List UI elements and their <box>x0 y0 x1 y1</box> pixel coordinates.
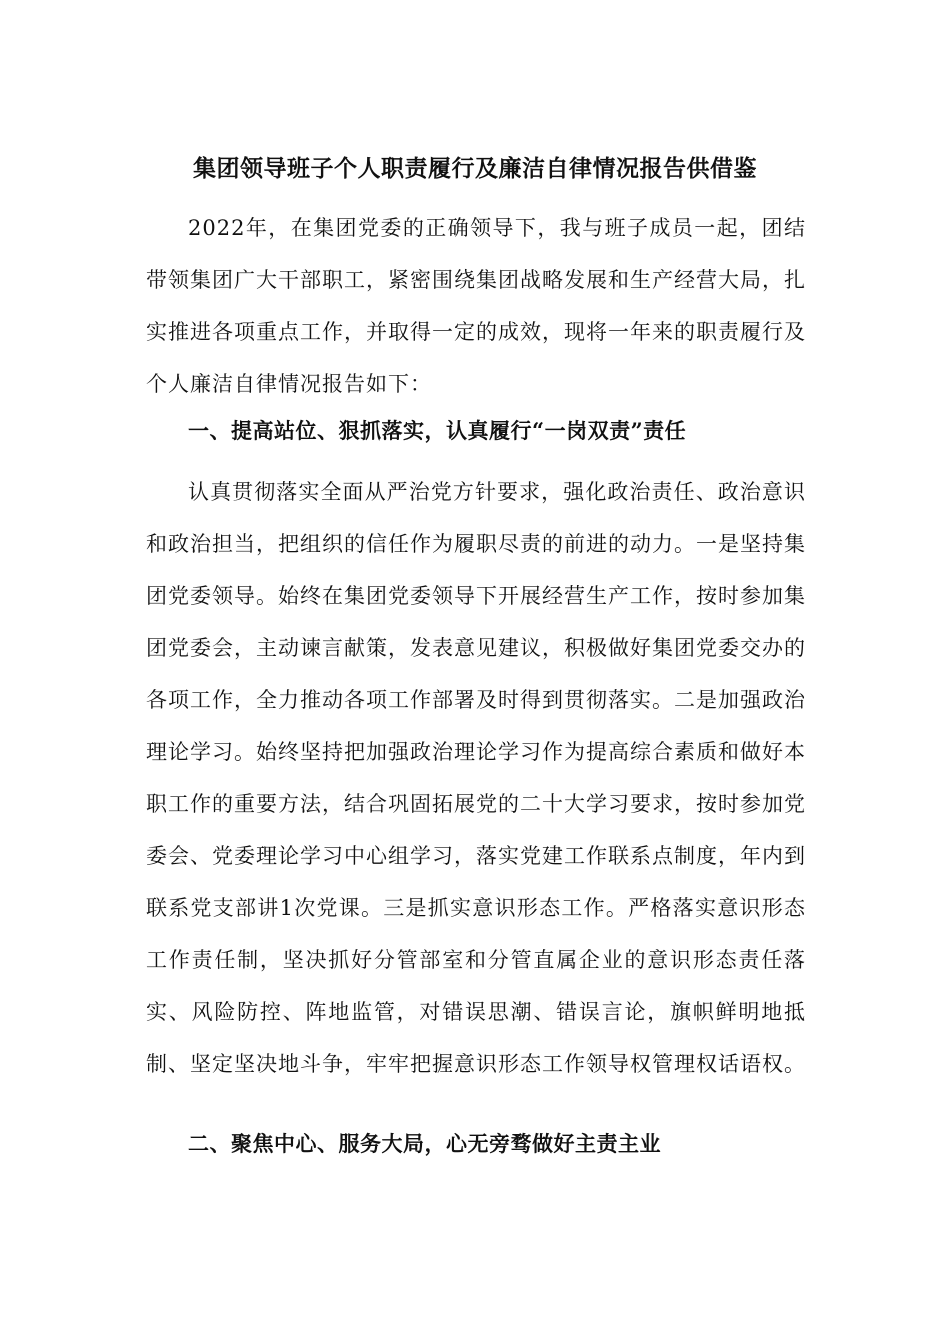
section-heading-2: 二、聚焦中心、服务大局，心无旁骛做好主责主业 <box>188 1131 661 1156</box>
section-body-1: 认真贯彻落实全面从严治党方针要求，强化政治责任、政治意识和政治担当，把组织的信任作为履职尽责的前进的动力。一是坚持集团党委领导。始终在集团党委领导下开展经营生产工作，按时参加集团党委会，主动谏言献策，发表意见建议，积极做好集团党委交办的各项工作，全力推动各项工作部署及时得到贯彻落实。二是加强政治理论学习。始终坚持把加强政治理论学习作为提高综合素质和做好本职工作的重要方法，结合巩固拓展党的二十大学习要求，按时参加党委会、党委理论学习中心组学习，落实党建工作联系点制度，年内到联系党支部讲1次党课。三是抓实意识形态工作。严格落实意识形态工作责任制，坚决抓好分管部室和分管直属企业的意识形态责任落实、风险防控、阵地监管，对错误思潮、错误言论，旗帜鲜明地抵制、坚定坚决地斗争，牢牢把握意识形态工作领导权管理权话语权。 <box>146 480 806 1076</box>
document-title: 集团领导班子个人职责履行及廉洁自律情况报告供借鉴 <box>193 155 757 182</box>
intro-paragraph: 2022年，在集团党委的正确领导下，我与班子成员一起，团结带领集团广大干部职工，紧密围绕集团战略发展和生产经营大局，扎实推进各项重点工作，并取得一定的成效，现将一年来的职责履行及个人廉洁自律情况报告如下： <box>146 216 806 396</box>
section-heading-1: 一、提高站位、狠抓落实，认真履行“一岗双责”责任 <box>188 418 687 443</box>
